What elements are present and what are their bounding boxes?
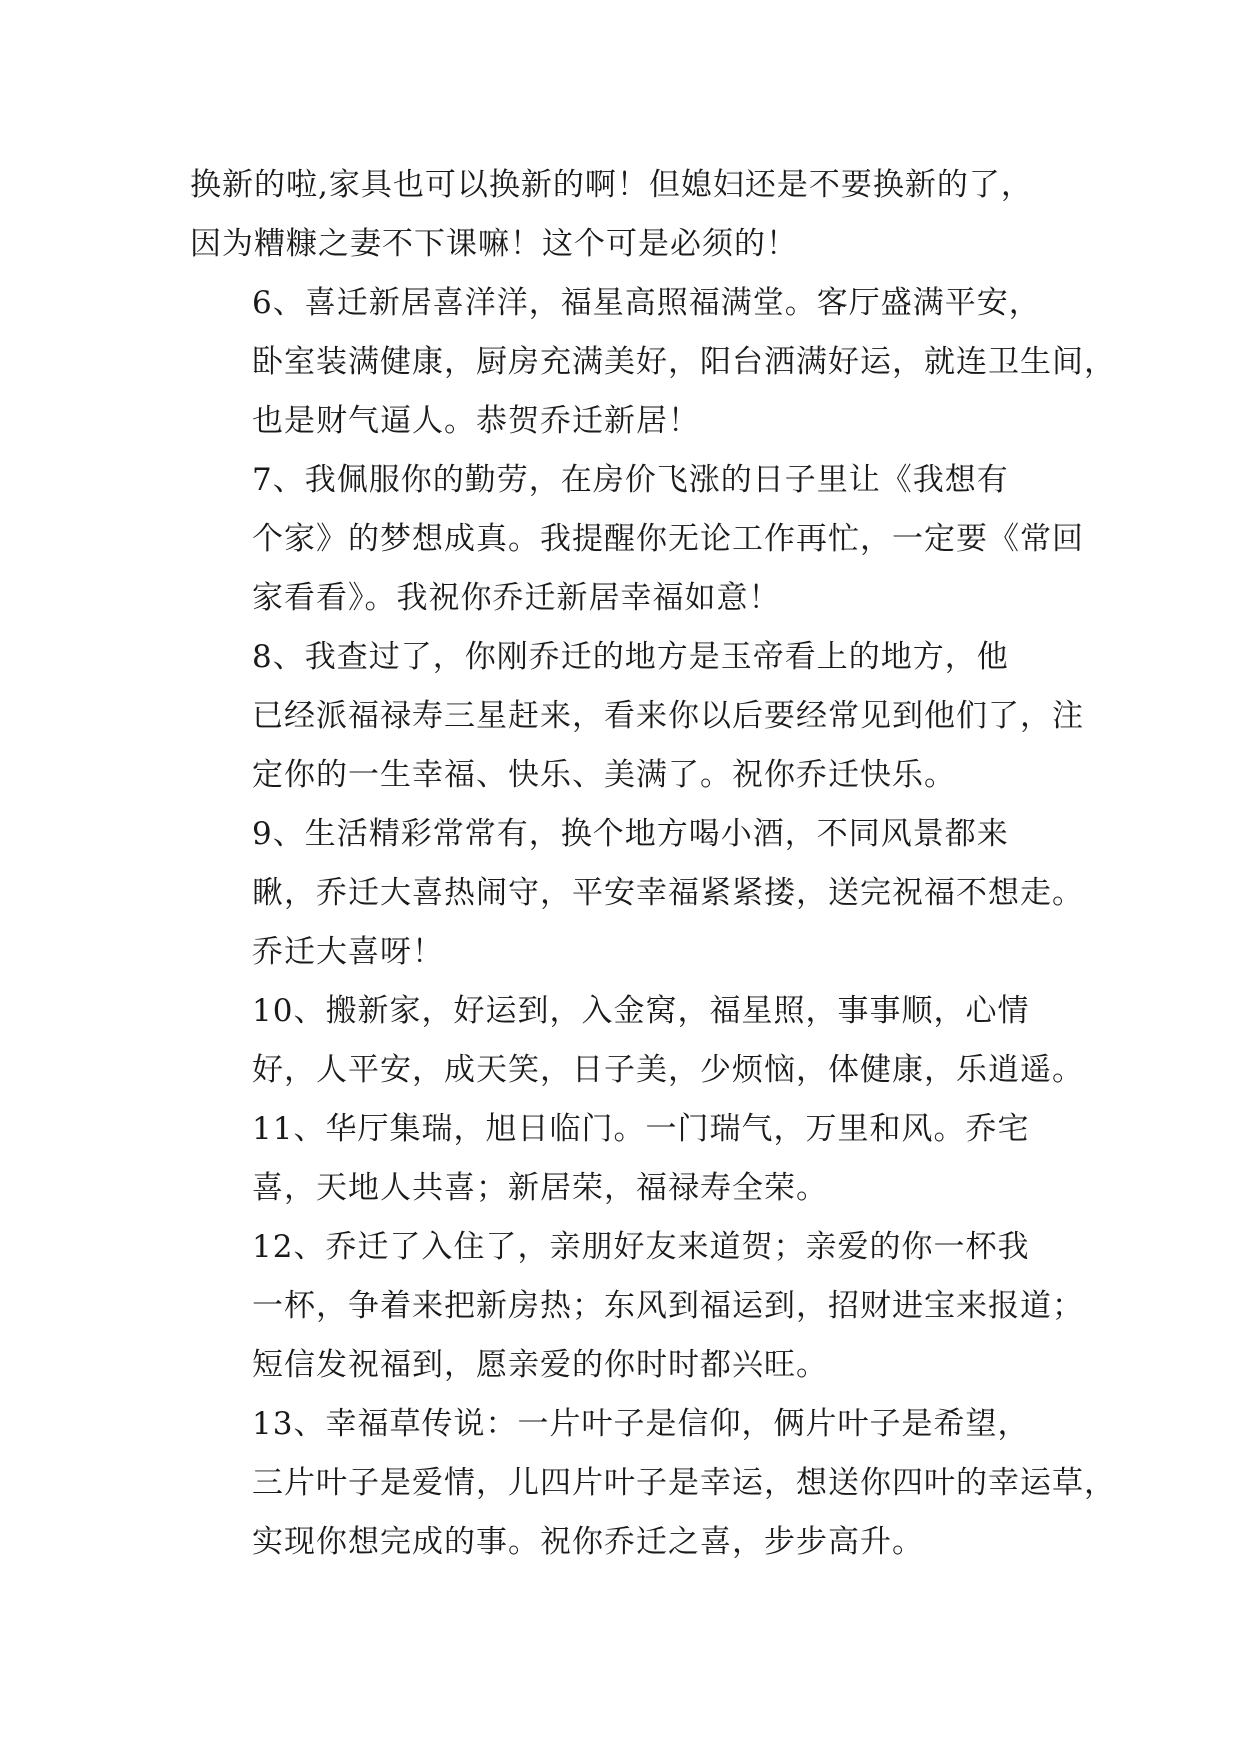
text-line: 10、搬新家，好运到，入金窝，福星照，事事顺，心情 <box>252 993 1030 1029</box>
paragraph-item-6 <box>190 274 1116 451</box>
paragraph-item-13 <box>190 1395 1116 1572</box>
text-line: 实现你想完成的事。祝你乔迁之喜，步步高升。 <box>252 1524 924 1560</box>
text-line: 卧室装满健康，厨房充满美好，阳台洒满好运，就连卫生间， <box>252 344 1116 380</box>
text-line: 6、喜迁新居喜洋洋，福星高照福满堂。客厅盛满平安， <box>252 285 1041 321</box>
text-line: 定你的一生幸福、快乐、美满了。祝你乔迁快乐。 <box>252 757 956 793</box>
text-line: 个家》的梦想成真。我提醒你无论工作再忙，一定要《常回 <box>252 521 1084 557</box>
text-line: 三片叶子是爱情，儿四片叶子是幸运，想送你四叶的幸运草， <box>252 1465 1116 1501</box>
text-line: 11、华厅集瑞，旭日临门。一门瑞气，万里和风。乔宅 <box>252 1111 1030 1147</box>
text-line: 好，人平安，成天笑，日子美，少烦恼，体健康，乐逍遥。 <box>252 1052 1084 1088</box>
text-line: 瞅，乔迁大喜热闹守，平安幸福紧紧搂，送完祝福不想走。 <box>252 875 1084 911</box>
text-line: 已经派福禄寿三星赶来，看来你以后要经常见到他们了，注 <box>252 698 1084 734</box>
text-line: 换新的啦,家具也可以换新的啊！但媳妇还是不要换新的了， <box>190 167 1033 203</box>
paragraph-item-12 <box>190 1218 1090 1395</box>
text-line: 12、乔迁了入住了，亲朋好友来道贺；亲爱的你一杯我 <box>252 1229 1030 1265</box>
text-line: 一杯，争着来把新房热；东风到福运到，招财进宝来报道； <box>252 1288 1084 1324</box>
text-line: 喜，天地人共喜；新居荣，福禄寿全荣。 <box>252 1170 828 1206</box>
paragraph-item-8 <box>190 628 1090 805</box>
paragraph-item-11 <box>190 1100 1090 1218</box>
text-line: 短信发祝福到，愿亲爱的你时时都兴旺。 <box>252 1347 828 1383</box>
paragraph-item-7 <box>190 451 1090 628</box>
paragraph-item-9 <box>190 805 1090 982</box>
text-line: 乔迁大喜呀！ <box>252 934 444 970</box>
text-line: 也是财气逼人。恭贺乔迁新居！ <box>252 403 700 439</box>
text-line: 7、我佩服你的勤劳，在房价飞涨的日子里让《我想有 <box>252 462 1009 498</box>
text-line: 8、我查过了，你刚乔迁的地方是玉帝看上的地方，他 <box>252 639 1009 675</box>
text-line: 家看看》。我祝你乔迁新居幸福如意！ <box>252 580 781 616</box>
document-body <box>190 156 1116 1572</box>
text-line: 9、生活精彩常常有，换个地方喝小酒，不同风景都来 <box>252 816 1009 852</box>
text-line: 13、幸福草传说：一片叶子是信仰，俩片叶子是希望， <box>252 1406 1030 1442</box>
paragraph-item-10 <box>190 982 1090 1100</box>
text-line: 因为糟糠之妻不下课嘛！这个可是必须的！ <box>190 226 798 262</box>
paragraph-continuation <box>190 156 1090 274</box>
